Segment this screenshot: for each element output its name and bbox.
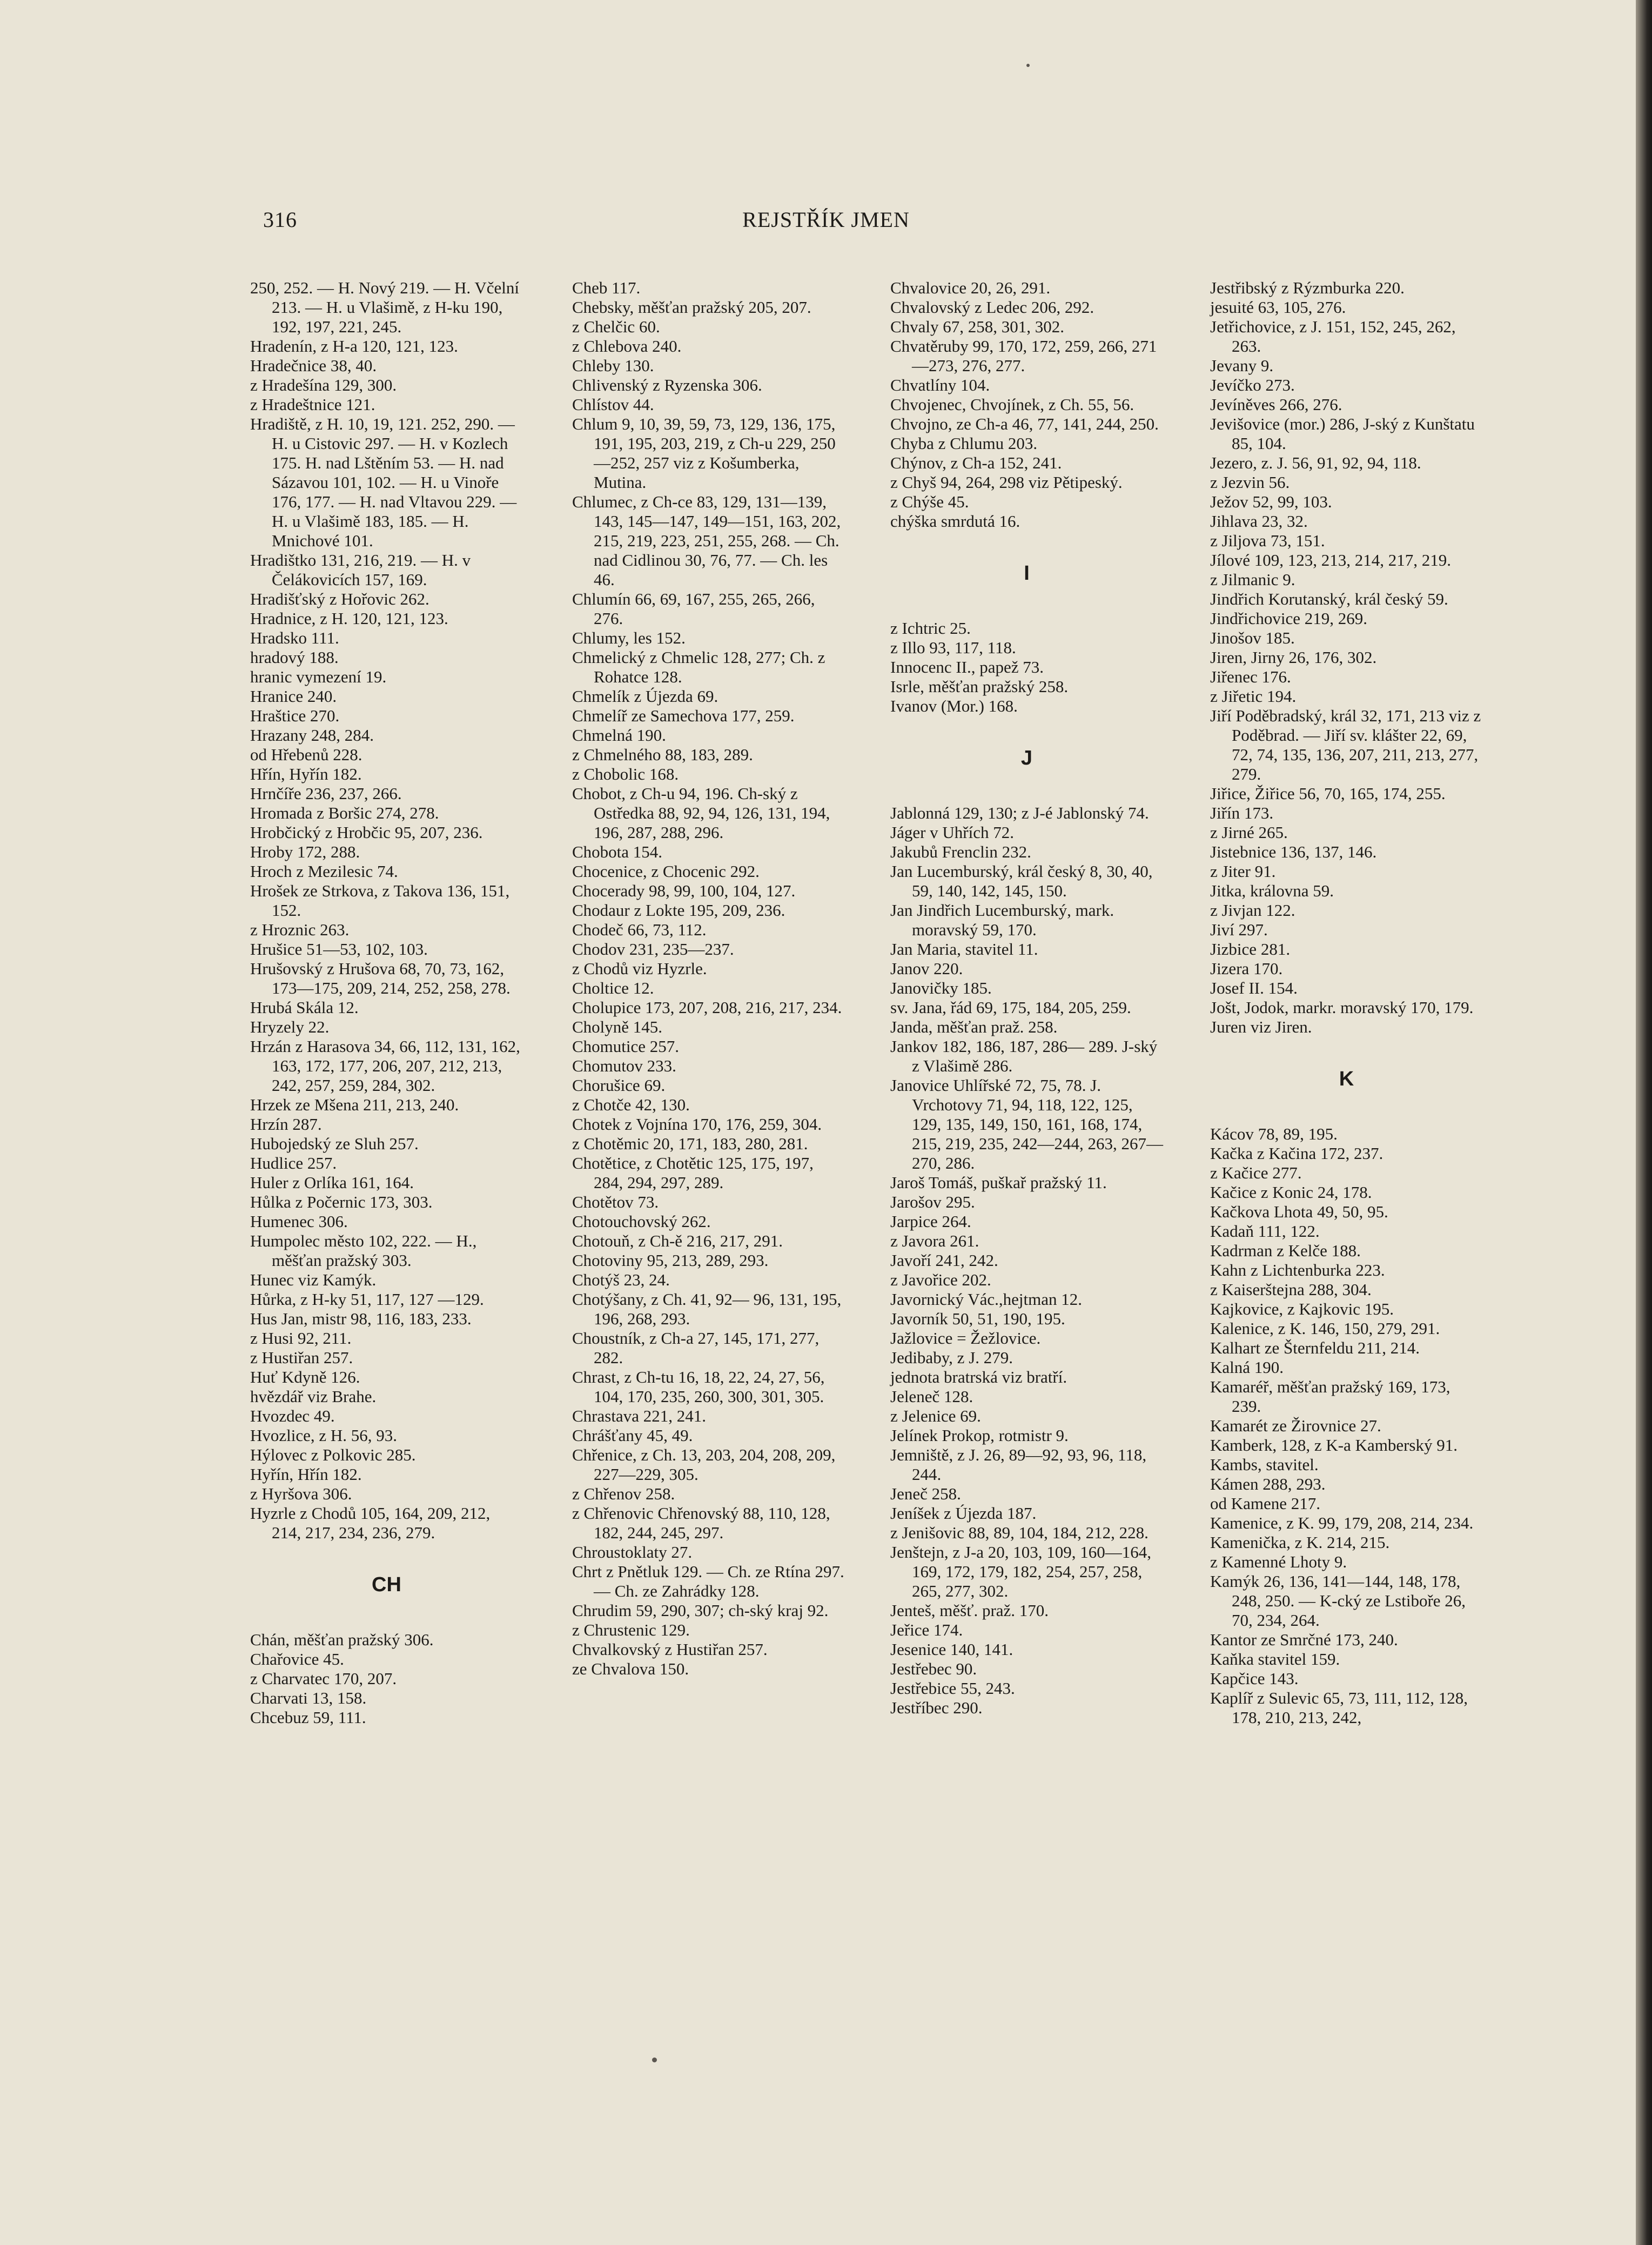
col4-k-entries	[1210, 1124, 1483, 1727]
index-entry: Jestřebec 90.	[890, 1659, 977, 1678]
index-entry: Janovičky 185.	[890, 979, 992, 997]
index-entry: Cholupice 173, 207, 208, 216, 217, 234.	[572, 998, 842, 1017]
index-entry: Jemniště, z J. 26, 89—92, 93, 96, 118, 244.	[890, 1445, 1147, 1484]
index-entry: Chřenice, z Ch. 13, 203, 204, 208, 209, 227—229, 305.	[572, 1445, 836, 1484]
index-entry: Hrobčický z Hrobčic 95, 207, 236.	[250, 823, 483, 842]
index-entry: Jezero, z. J. 56, 91, 92, 94, 118.	[1210, 453, 1421, 472]
index-entry: Hrazany 248, 284.	[250, 726, 374, 745]
index-entry: Chvojno, ze Ch-a 46, 77, 141, 244, 250.	[890, 414, 1159, 433]
index-entry: Kamenice, z K. 99, 179, 208, 214, 234.	[1210, 1513, 1474, 1532]
index-entry: z Hroznic 263.	[250, 920, 350, 939]
index-entry: hradový 188.	[250, 648, 339, 667]
index-entry: Chotětice, z Chotětic 125, 175, 197, 284, 294, 297, 289.	[572, 1154, 814, 1192]
index-entry: Jiřín 173.	[1210, 803, 1274, 822]
index-entry: Jindřichovice 219, 269.	[1210, 609, 1368, 628]
section-heading-j: J	[1020, 747, 1033, 769]
index-entry: Jeneč 258.	[890, 1484, 961, 1503]
index-entry: Jiví 297.	[1210, 920, 1268, 939]
index-entry: Chrastava 221, 241.	[572, 1406, 706, 1425]
index-entry: Humenec 306.	[250, 1212, 348, 1231]
section-heading-i: I	[1024, 562, 1030, 585]
index-entry: z Chřenovic Chřenovský 88, 110, 128, 182, 244, 245, 297.	[572, 1504, 830, 1542]
index-entry: Chvalovský z Ledec 206, 292.	[890, 298, 1094, 317]
index-entry: Chmelíř ze Samechova 177, 259.	[572, 706, 795, 725]
index-entry: Hůrka, z H-ky 51, 117, 127 —129.	[250, 1290, 484, 1309]
index-entry: Hrušice 51—53, 102, 103.	[250, 940, 428, 959]
index-entry: Chvalkovský z Hustiřan 257.	[572, 1640, 768, 1659]
index-entry: Hrošek ze Strkova, z Takova 136, 151, 152.	[250, 881, 510, 920]
index-entry: Hubojedský ze Sluh 257.	[250, 1134, 419, 1153]
index-entry: Choustník, z Ch-a 27, 145, 171, 277, 282.	[572, 1329, 820, 1367]
col3-i-entries	[890, 619, 1163, 716]
index-entry: Chotětov 73.	[572, 1192, 659, 1211]
index-entry: Kalná 190.	[1210, 1358, 1284, 1377]
index-entry: Chrast, z Ch-tu 16, 18, 22, 24, 27, 56, 104, 170, 235, 260, 300, 301, 305.	[572, 1368, 825, 1406]
index-entry: Kačka z Kačina 172, 237.	[1210, 1144, 1384, 1163]
index-entry: Jistebnice 136, 137, 146.	[1210, 842, 1377, 861]
index-entry: Hrubá Skála 12.	[250, 998, 359, 1017]
index-entry: Kamýk 26, 136, 141—144, 148, 178, 248, 250. — K-cký ze Lstiboře 26, 70, 234, 264.	[1210, 1572, 1466, 1630]
index-entry: Hroby 172, 288.	[250, 842, 360, 861]
index-entry: Kajkovice, z Kajkovic 195.	[1210, 1299, 1394, 1318]
index-column-4	[1210, 278, 1483, 1727]
section-heading-k: K	[1339, 1068, 1354, 1090]
index-entry: Javornický Vác.,hejtman 12.	[890, 1290, 1082, 1309]
index-entry: Hýlovec z Polkovic 285.	[250, 1445, 416, 1464]
index-entry: Chotek z Vojnína 170, 176, 259, 304.	[572, 1115, 822, 1134]
index-entry: Chodeč 66, 73, 112.	[572, 920, 707, 939]
index-entry: z Chotěmic 20, 171, 183, 280, 281.	[572, 1134, 808, 1153]
index-entry: Javoří 241, 242.	[890, 1251, 998, 1270]
index-entry: Chvatěruby 99, 170, 172, 259, 266, 271—273, 276, 277.	[890, 337, 1157, 375]
index-entry: Hradištko 131, 216, 219. — H. v Čelákovicích 157, 169.	[250, 551, 471, 589]
index-entry: Chotýšany, z Ch. 41, 92— 96, 131, 195, 196, 268, 293.	[572, 1290, 842, 1328]
index-entry: z Hyršova 306.	[250, 1484, 352, 1503]
index-entry: Chvalovice 20, 26, 291.	[890, 278, 1051, 297]
index-entry: z Jenišovic 88, 89, 104, 184, 212, 228.	[890, 1523, 1149, 1542]
index-entry: z Hradeštnice 121.	[250, 395, 375, 414]
col1-entries	[250, 278, 523, 1543]
index-entry: Jinošov 185.	[1210, 628, 1295, 647]
index-entry: Chroustoklaty 27.	[572, 1543, 693, 1562]
index-entry: Chocenice, z Chocenic 292.	[572, 862, 760, 881]
index-entry: Chomutice 257.	[572, 1037, 680, 1056]
index-entry: Jan Maria, stavitel 11.	[890, 940, 1038, 959]
index-entry: Jankov 182, 186, 187, 286— 289. J-ský z Vlašimě 286.	[890, 1037, 1158, 1075]
index-entry: jesuité 63, 105, 276.	[1210, 298, 1346, 317]
index-entry: Chobota 154.	[572, 842, 663, 861]
index-entry: Chmelík z Újezda 69.	[572, 687, 718, 706]
col3-entries	[890, 278, 1163, 531]
index-entry: z Chrustenic 129.	[572, 1620, 690, 1639]
index-entry: Janda, měšťan praž. 258.	[890, 1017, 1058, 1036]
index-entry: Hrnčíře 236, 237, 266.	[250, 784, 402, 803]
index-entry: Cheb 117.	[572, 278, 641, 297]
index-entry: z Jiter 91.	[1210, 862, 1276, 881]
index-entry: Hrzán z Harasova 34, 66, 112, 131, 162, 163, 172, 177, 206, 207, 212, 213, 242, 257, 259, 284, 302.	[250, 1037, 520, 1095]
index-entry: z Jirné 265.	[1210, 823, 1288, 842]
index-entry: Chotýš 23, 24.	[572, 1270, 670, 1289]
index-entry: Isrle, měšťan pražský 258.	[890, 677, 1069, 696]
index-entry: Hradiště, z H. 10, 19, 121. 252, 290. — H. u Cistovic 297. — H. v Kozlech 175. H. nad Lštěním 53. — H. nad Sázavou 101, 102. — H. u Vinoře 176, 177. — H. nad Vltavou 229. — H. u Vlašimě 183, 185. — H. Mnichové 101.	[250, 414, 517, 550]
index-entry: Jestřebice 55, 243.	[890, 1679, 1015, 1698]
index-entry: Chotouchovský 262.	[572, 1212, 711, 1231]
index-entry: Jarošov 295.	[890, 1192, 975, 1211]
index-entry: Chlivenský z Ryzenska 306.	[572, 376, 762, 394]
index-entry: sv. Jana, řád 69, 175, 184, 205, 259.	[890, 998, 1131, 1017]
index-entry: Kadaň 111, 122.	[1210, 1222, 1320, 1241]
index-entry: z Javora 261.	[890, 1231, 979, 1250]
index-entry: Jesenice 140, 141.	[890, 1640, 1013, 1659]
index-entry: Chlumy, les 152.	[572, 628, 686, 647]
index-entry: Chlumec, z Ch-ce 83, 129, 131—139, 143, 145—147, 149—151, 163, 202, 215, 219, 223, 251, 255, 268. — Ch. nad Cidlinou 30, 76, 77. — Ch. les 46.	[572, 492, 841, 589]
index-entry: z Hradešína 129, 300.	[250, 376, 397, 394]
index-entry: Jarpice 264.	[890, 1212, 971, 1231]
index-entry: Kamenička, z K. 214, 215.	[1210, 1533, 1390, 1552]
index-entry: Hradsko 111.	[250, 628, 339, 647]
index-entry: Hus Jan, mistr 98, 116, 183, 233.	[250, 1309, 472, 1328]
index-entry: Kahn z Lichtenburka 223.	[1210, 1261, 1385, 1279]
index-entry: Hradečnice 38, 40.	[250, 356, 377, 375]
index-entry: Josef II. 154.	[1210, 979, 1298, 997]
index-entry: Chvojenec, Chvojínek, z Ch. 55, 56.	[890, 395, 1134, 414]
index-entry: Ježov 52, 99, 103.	[1210, 492, 1332, 511]
index-entry: z Charvatec 170, 207.	[250, 1669, 397, 1688]
index-entry: Chmelický z Chmelic 128, 277; Ch. z Rohatce 128.	[572, 648, 825, 686]
running-head: REJSTŘÍK JMEN	[742, 207, 910, 232]
index-entry: Hradišťský z Hořovic 262.	[250, 589, 429, 608]
index-entry: z Chelčic 60.	[572, 317, 660, 336]
speck-mark	[1026, 64, 1030, 67]
index-entry: Chlístov 44.	[572, 395, 654, 414]
index-entry: Chcebuz 59, 111.	[250, 1708, 366, 1727]
index-entry: Kamarét ze Žirovnice 27.	[1210, 1416, 1381, 1435]
index-entry: Chán, měšťan pražský 306.	[250, 1630, 434, 1649]
index-entry: Kaplíř z Sulevic 65, 73, 111, 112, 128, 178, 210, 213, 242,	[1210, 1688, 1468, 1727]
index-entry: Jizera 170.	[1210, 959, 1283, 978]
index-entry: z Jelenice 69.	[890, 1406, 981, 1425]
index-entry: z Javořice 202.	[890, 1270, 991, 1289]
index-entry: z Chýše 45.	[890, 492, 969, 511]
index-entry: Chlumín 66, 69, 167, 255, 265, 266, 276.	[572, 589, 815, 628]
index-entry: jednota bratrská viz bratří.	[890, 1368, 1067, 1386]
index-entry: z Chlebova 240.	[572, 337, 682, 356]
index-entry: Chorušice 69.	[572, 1076, 666, 1095]
index-entry: Jan Jindřich Lucemburský, mark. moravský 59, 170.	[890, 901, 1114, 939]
col1-ch-entries	[250, 1630, 523, 1727]
index-entry: Hůlka z Počernic 173, 303.	[250, 1192, 433, 1211]
col3-j-entries	[890, 803, 1163, 1718]
index-entry: Choltice 12.	[572, 979, 654, 997]
index-entry: z Husi 92, 211.	[250, 1329, 352, 1348]
index-entry: Jiren, Jirny 26, 176, 302.	[1210, 648, 1377, 667]
index-entry: Kapčice 143.	[1210, 1669, 1299, 1688]
index-entry: Jizbice 281.	[1210, 940, 1291, 959]
index-entry: Jiřenec 176.	[1210, 667, 1291, 686]
index-entry: z Chřenov 258.	[572, 1484, 675, 1503]
index-entry: Jevany 9.	[1210, 356, 1274, 375]
index-entry: Chlum 9, 10, 39, 59, 73, 129, 136, 175, 191, 195, 203, 219, z Ch-u 229, 250—252, 257 viz z Košumberka, Mutina.	[572, 414, 836, 492]
index-entry: Jitka, královna 59.	[1210, 881, 1334, 900]
index-entry: Jevíčko 273.	[1210, 376, 1295, 394]
index-entry: z Hustiřan 257.	[250, 1348, 353, 1367]
index-entry: Hvozdec 49.	[250, 1406, 335, 1425]
index-entry: Humpolec město 102, 222. — H., měšťan pražský 303.	[250, 1231, 477, 1270]
index-entry: Huť Kdyně 126.	[250, 1368, 360, 1386]
index-entry: Hradnice, z H. 120, 121, 123.	[250, 609, 448, 628]
index-entry: Kantor ze Smrčné 173, 240.	[1210, 1630, 1398, 1649]
index-entry: Kačkova Lhota 49, 50, 95.	[1210, 1202, 1388, 1221]
index-entry: z Chodů viz Hyzrle.	[572, 959, 707, 978]
index-entry: Chobot, z Ch-u 94, 196. Ch-ský z Ostředka 88, 92, 94, 126, 131, 194, 196, 287, 288, 296.	[572, 784, 830, 842]
index-entry: Jakubů Frenclin 232.	[890, 842, 1031, 861]
index-column-2	[572, 278, 845, 1679]
index-entry: z Chobolic 168.	[572, 765, 679, 783]
index-entry: Chomutov 233.	[572, 1056, 676, 1075]
index-entry: Hudlice 257.	[250, 1154, 337, 1172]
index-entry: Hřín, Hyřín 182.	[250, 765, 362, 783]
index-entry: Jihlava 23, 32.	[1210, 512, 1308, 531]
section-heading-ch: CH	[372, 1573, 401, 1596]
index-entry: Jiří Poděbradský, král 32, 171, 213 viz z Poděbrad. — Jiří sv. klášter 22, 69, 72, 74, 135, 136, 207, 211, 213, 277, 279.	[1210, 706, 1481, 783]
col4-entries	[1210, 278, 1483, 1037]
index-entry: Chotoviny 95, 213, 289, 293.	[572, 1251, 769, 1270]
index-entry: Jablonná 129, 130; z J-é Jablonský 74.	[890, 803, 1149, 822]
index-entry: z Kačice 277.	[1210, 1163, 1302, 1182]
index-entry: Hraštice 270.	[250, 706, 340, 725]
index-entry: Ivanov (Mor.) 168.	[890, 696, 1018, 715]
index-entry: Huler z Orlíka 161, 164.	[250, 1173, 414, 1192]
index-entry: Kadrman z Kelče 188.	[1210, 1241, 1361, 1260]
index-entry: Jílové 109, 123, 213, 214, 217, 219.	[1210, 551, 1452, 569]
index-entry: z Chmelného 88, 183, 289.	[572, 745, 753, 764]
col2-entries	[572, 278, 845, 1679]
index-entry: Chvatlíny 104.	[890, 376, 990, 394]
index-entry: z Illo 93, 117, 118.	[890, 638, 1016, 657]
index-entry: z Kamenné Lhoty 9.	[1210, 1552, 1347, 1571]
index-entry: Jestřibský z Rýzmburka 220.	[1210, 278, 1405, 297]
index-entry: Chotouň, z Ch-ě 216, 217, 291.	[572, 1231, 783, 1250]
index-entry: Chmelná 190.	[572, 726, 666, 745]
index-entry: Chrt z Pnětluk 129. — Ch. ze Rtína 297. — Ch. ze Zahrádky 128.	[572, 1562, 844, 1600]
index-entry: Jevíněves 266, 276.	[1210, 395, 1342, 414]
index-entry: Janovice Uhlířské 72, 75, 78. J. Vrchotovy 71, 94, 118, 122, 125, 129, 135, 149, 150, 161, 168, 174, 215, 219, 235, 242—244, 263, 267—270, 286.	[890, 1076, 1163, 1172]
index-entry: Chařovice 45.	[250, 1650, 344, 1668]
index-entry: Chodaur z Lokte 195, 209, 236.	[572, 901, 785, 920]
index-entry: Chleby 130.	[572, 356, 654, 375]
index-entry: chýška smrdutá 16.	[890, 512, 1020, 531]
index-entry: Jenteš, měšť. praž. 170.	[890, 1601, 1049, 1620]
index-entry: z Jezvin 56.	[1210, 473, 1290, 492]
index-entry: Hyzrle z Chodů 105, 164, 209, 212, 214, 217, 234, 236, 279.	[250, 1504, 491, 1542]
index-entry: Hvozlice, z H. 56, 93.	[250, 1426, 398, 1445]
index-entry: z Ichtric 25.	[890, 619, 971, 638]
index-entry: Jaroš Tomáš, puškař pražský 11.	[890, 1173, 1107, 1192]
index-entry: Hrušovský z Hrušova 68, 70, 73, 162, 173—175, 209, 214, 252, 258, 278.	[250, 959, 511, 997]
index-entry: Jeřice 174.	[890, 1620, 963, 1639]
index-entry: Chyba z Chlumu 203.	[890, 434, 1038, 453]
index-entry: Chrudim 59, 290, 307; ch-ský kraj 92.	[572, 1601, 829, 1620]
index-entry: Jažlovice = Žežlovice.	[890, 1329, 1041, 1348]
speck-mark	[652, 2058, 657, 2062]
index-entry: Jedibaby, z J. 279.	[890, 1348, 1013, 1367]
index-entry: Hromada z Boršic 274, 278.	[250, 803, 439, 822]
index-entry: Hrzek ze Mšena 211, 213, 240.	[250, 1095, 459, 1114]
index-entry: z Jilmanic 9.	[1210, 570, 1295, 589]
index-entry: Cholyně 145.	[572, 1017, 663, 1036]
index-column-1	[250, 278, 523, 1727]
index-entry: z Jivjan 122.	[1210, 901, 1295, 920]
index-entry: Jenštejn, z J-a 20, 103, 109, 160—164, 169, 172, 179, 182, 254, 257, 258, 265, 277, 302.	[890, 1543, 1152, 1600]
index-entry: Javorník 50, 51, 190, 195.	[890, 1309, 1065, 1328]
index-entry: Chýnov, z Ch-a 152, 241.	[890, 453, 1062, 472]
index-entry: Hryzely 22.	[250, 1017, 330, 1036]
index-entry: z Jiljova 73, 151.	[1210, 531, 1325, 550]
index-entry: Hroch z Mezilesic 74.	[250, 862, 398, 881]
index-entry: ze Chvalova 150.	[572, 1659, 689, 1678]
index-column-3	[890, 278, 1163, 1718]
index-entry: z Jiřetic 194.	[1210, 687, 1297, 706]
index-entry: Jelínek Prokop, rotmistr 9.	[890, 1426, 1069, 1445]
page-edge	[1636, 0, 1652, 2245]
index-entry: Jan Lucemburský, král český 8, 30, 40, 59, 140, 142, 145, 150.	[890, 862, 1153, 900]
index-entry: 250, 252. — H. Nový 219. — H. Včelní 213. — H. u Vlašimě, z H-ku 190, 192, 197, 221, 245.	[250, 278, 519, 336]
index-entry: Jeníšek z Újezda 187.	[890, 1504, 1037, 1523]
index-entry: Kambs, stavitel.	[1210, 1455, 1319, 1474]
index-entry: Kalhart ze Šternfeldu 211, 214.	[1210, 1338, 1420, 1357]
index-entry: Kácov 78, 89, 195.	[1210, 1124, 1338, 1143]
page-number: 316	[263, 207, 297, 232]
index-entry: od Hřebenů 228.	[250, 745, 362, 764]
index-entry: Kaňka stavitel 159.	[1210, 1650, 1340, 1668]
index-entry: z Kaiserštejna 288, 304.	[1210, 1280, 1372, 1299]
index-entry: Innocenc II., papež 73.	[890, 658, 1044, 676]
index-entry: Charvati 13, 158.	[250, 1688, 367, 1707]
index-entry: Jindřich Korutanský, král český 59.	[1210, 589, 1448, 608]
index-entry: Jiřice, Žiřice 56, 70, 165, 174, 255.	[1210, 784, 1446, 803]
index-entry: Jeleneč 128.	[890, 1387, 973, 1406]
index-entry: z Chyš 94, 264, 298 viz Pětipeský.	[890, 473, 1123, 492]
index-entry: Juren viz Jiren.	[1210, 1017, 1312, 1036]
index-entry: Hranice 240.	[250, 687, 337, 706]
index-entry: Kámen 288, 293.	[1210, 1475, 1326, 1493]
index-entry: Kamberk, 128, z K-a Kamberský 91.	[1210, 1436, 1458, 1455]
index-entry: Hradenín, z H-a 120, 121, 123.	[250, 337, 458, 356]
index-entry: Chebsky, měšťan pražský 205, 207.	[572, 298, 811, 317]
index-entry: Chocerady 98, 99, 100, 104, 127.	[572, 881, 796, 900]
index-entry: Jetřichovice, z J. 151, 152, 245, 262, 263.	[1210, 317, 1456, 356]
index-entry: Chrášťany 45, 49.	[572, 1426, 693, 1445]
index-entry: Kačice z Konic 24, 178.	[1210, 1183, 1372, 1202]
index-entry: Jošt, Jodok, markr. moravský 170, 179.	[1210, 998, 1474, 1017]
index-entry: od Kamene 217.	[1210, 1494, 1321, 1513]
index-entry: Hunec viz Kamýk.	[250, 1270, 377, 1289]
index-entry: Kamaréř, měšťan pražský 169, 173, 239.	[1210, 1377, 1450, 1416]
index-entry: Chvaly 67, 258, 301, 302.	[890, 317, 1065, 336]
index-entry: Chodov 231, 235—237.	[572, 940, 734, 959]
index-entry: Hrzín 287.	[250, 1115, 322, 1134]
index-entry: Jáger v Uhřích 72.	[890, 823, 1014, 842]
index-entry: Kalenice, z K. 146, 150, 279, 291.	[1210, 1319, 1440, 1338]
index-entry: z Chotče 42, 130.	[572, 1095, 690, 1114]
index-entry: hranic vymezení 19.	[250, 667, 387, 686]
index-entry: Jevišovice (mor.) 286, J-ský z Kunštatu 85, 104.	[1210, 414, 1475, 453]
index-entry: Jestříbec 290.	[890, 1698, 983, 1717]
index-entry: Hyřín, Hřín 182.	[250, 1465, 362, 1484]
index-entry: Janov 220.	[890, 959, 963, 978]
index-entry: hvězdář viz Brahe.	[250, 1387, 377, 1406]
